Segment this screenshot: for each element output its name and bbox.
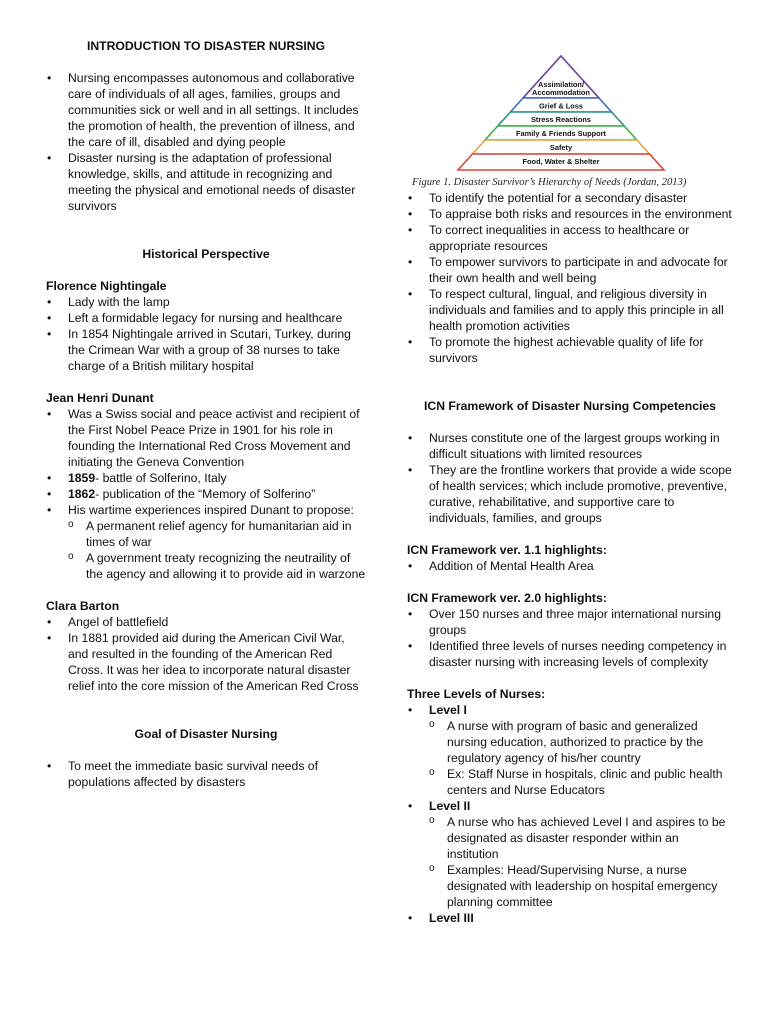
list-item: • 1862- publication of the “Memory of Solferino” (46, 486, 366, 502)
figure-caption: Figure 1. Disaster Survivor’s Hierarchy of Needs (Jordan, 2013) (412, 177, 687, 188)
level-sublist (429, 718, 733, 798)
list-item: • Disaster nursing is the adaptation of professional knowledge, skills, and attitude in recognizing and meeting the physical and emotional needs of disaster survivors (46, 150, 366, 214)
level-item: • Level I o A nurse with program of basic and generalized nursing education, authorized to practice by the regulatory agency of his/her country o Ex: Staff Nurse in hospitals, clinic and public health centers and Nurse Educators (407, 702, 733, 798)
icn-v20-list (407, 606, 733, 670)
goal-list-continued (407, 190, 733, 366)
historical-perspective-heading: Historical Perspective (142, 247, 270, 261)
list-item: • To correct inequalities in access to healthcare or appropriate resources (407, 222, 733, 254)
list-item: • His wartime experiences inspired Dunant to propose: o A permanent relief agency for humanitarian aid in times of war o A government treaty recognizing the neutraility of the agency and allowing it to provide aid in warzone (46, 502, 366, 582)
icn-v20-heading: ICN Framework ver. 2.0 highlights: (407, 591, 607, 605)
list-item: • To appraise both risks and resources in the environment (407, 206, 733, 222)
document-title: INTRODUCTION TO DISASTER NURSING (86, 39, 326, 53)
pyramid-label: Accommodation (532, 88, 590, 97)
pyramid-label: Assimilation/ (538, 80, 584, 89)
pyramid-label: Food, Water & Shelter (522, 157, 600, 166)
icn-heading: ICN Framework of Disaster Nursing Competencies (424, 399, 716, 413)
level-item: • Level II o A nurse who has achieved Level I and aspires to be designated as disaster responder within an institution o Examples: Head/Supervising Nurse, a nurse designated with leadership on hospital emergency planning committee (407, 798, 733, 910)
dunant-heading: Jean Henri Dunant (46, 391, 154, 405)
sub-list-item: o A government treaty recognizing the neutraility of the agency and allowing it to provide aid in warzone (68, 550, 366, 582)
nurse-levels-list (407, 702, 733, 926)
pyramid-label: Grief & Loss (539, 101, 583, 111)
goal-list (46, 758, 366, 790)
list-item: • Left a formidable legacy for nursing and healthcare (46, 310, 366, 326)
pyramid-label: Family & Friends Support (516, 129, 606, 138)
list-item: • Identified three levels of nurses needing competency in disaster nursing with increasing levels of complexity (407, 638, 733, 670)
sub-list-item: o A permanent relief agency for humanitarian aid in times of war (68, 518, 366, 550)
dunant-list (46, 406, 366, 582)
nurse-levels-heading: Three Levels of Nurses: (407, 687, 546, 701)
pyramid-label: Stress Reactions (531, 115, 591, 124)
list-item: • To promote the highest achievable quality of life for survivors (407, 334, 733, 366)
pyramid-label: Safety (549, 143, 573, 152)
level-sublist (429, 814, 733, 910)
list-item: • Addition of Mental Health Area (407, 558, 733, 574)
sub-list-item: o A nurse with program of basic and generalized nursing education, authorized to practice by the regulatory agency of his/her country (429, 718, 733, 766)
sub-list-item: o Examples: Head/Supervising Nurse, a nurse designated with leadership on hospital emergency planning committee (429, 862, 733, 910)
list-item: • 1859- battle of Solferino, Italy (46, 470, 366, 486)
sub-list-item: o A nurse who has achieved Level I and aspires to be designated as disaster responder within an institution (429, 814, 733, 862)
list-item: • To identify the potential for a secondary disaster (407, 190, 733, 206)
year-1862: 1862 (68, 487, 96, 501)
list-item: • Nurses constitute one of the largest groups working in difficult situations with limited resources (407, 430, 733, 462)
list-item: • To meet the immediate basic survival needs of populations affected by disasters (46, 758, 366, 790)
left-column (46, 0, 366, 790)
list-item: • In 1854 Nightingale arrived in Scutari, Turkey, during the Crimean War with a group of 38 nurses to take charge of a British military hospital (46, 326, 366, 374)
list-item: • Over 150 nurses and three major international nursing groups (407, 606, 733, 638)
list-item: • To empower survivors to participate in and advocate for their own health and well being (407, 254, 733, 286)
list-item: • Nursing encompasses autonomous and collaborative care of individuals of all ages, families, groups and communities sick or well and in all settings. It includes the promotion of health, the prevention of illness, and the care of ill, disabled and dying people (46, 70, 366, 150)
right-column (407, 0, 733, 926)
list-item: • To respect cultural, lingual, and religious diversity in individuals and families and to apply this principle in all health promotion activities (407, 286, 733, 334)
list-item: • Angel of battlefield (46, 614, 366, 630)
list-item: • They are the frontline workers that provide a wide scope of health services; which include promotive, preventive, curative, rehabilitative, and supportive care to individuals, families, and groups (407, 462, 733, 526)
barton-list (46, 614, 366, 694)
nightingale-list (46, 294, 366, 374)
nightingale-heading: Florence Nightingale (46, 279, 167, 293)
intro-list (46, 70, 366, 214)
icn-list (407, 430, 733, 526)
dunant-sublist (68, 518, 366, 582)
icn-v11-list (407, 558, 733, 574)
goal-heading: Goal of Disaster Nursing (134, 727, 278, 741)
list-item: • Was a Swiss social and peace activist and recipient of the First Nobel Peace Prize in 1901 for his role in founding the International Red Cross Movement and initiating the Geneva Convention (46, 406, 366, 470)
year-1859: 1859 (68, 471, 96, 485)
list-item: • In 1881 provided aid during the American Civil War, and resulted in the founding of the American Red Cross. It was her idea to incorporate natural disaster relief into the core mission of the American Red Cross (46, 630, 366, 694)
sub-list-item: o Ex: Staff Nurse in hospitals, clinic and public health centers and Nurse Educators (429, 766, 733, 798)
list-item: • Lady with the lamp (46, 294, 366, 310)
barton-heading: Clara Barton (46, 599, 120, 613)
icn-v11-heading: ICN Framework ver. 1.1 highlights: (407, 543, 607, 557)
level-item: • Level III (407, 910, 733, 926)
